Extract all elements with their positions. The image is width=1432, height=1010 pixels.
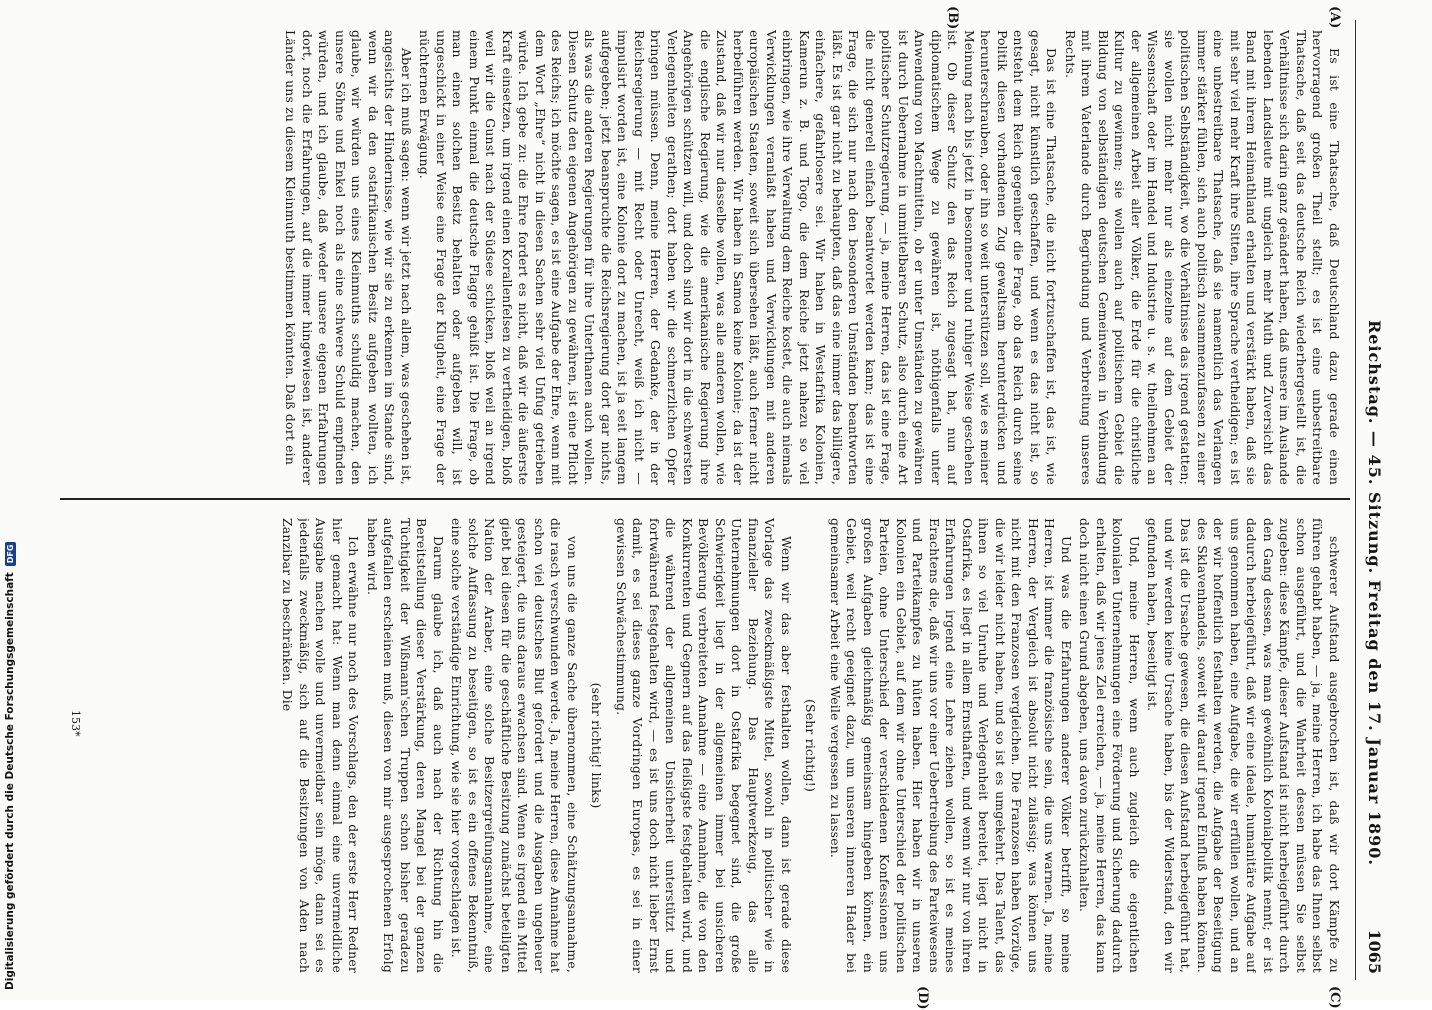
column-divider [60,498,1350,500]
header-rule [1355,20,1356,980]
marker-a: (A) [1327,6,1342,29]
dfg-logo-icon: DFG [5,542,16,567]
page-header [1350,20,1390,980]
interjection: (sehr richtig! links) [589,682,605,809]
header-right: Freitag den 17. Januar 1890. [1365,580,1384,866]
header-left: Reichstag. — 45. Sitzung. [1365,320,1384,575]
right-paragraph: Darum glaube ich, daß auch nach der Richtung hin die Bereitstellung dieser Verstärkung, deren Mangel bei der ganzen Tüchtigkeit der Wißmann'schen Truppen schon bisher geradezu aufgefallen erscheinen muß, diesen von mir ausgesprochenen Erfolg haben wird. [365,518,446,973]
left-paragraph: Das ist eine Thatsache, die nicht fortzuschaffen ist, das ist, wie gesagt, nicht künstlich geschaffen, und wenn es das nicht ist, so entsteht dem Reich gegenüber die Frage, ob das Reich durch seine Politik diesen vorhandenen Zug gewaltsam herunterdrücken und herunterschrauben, oder ihn so weit unterstützen soll, wie es meiner Meinung nach bis jetzt in besonnener und ruhiger Weise geschehen ist. Ob dieser Schutz den das Reich zugesagt hat, nun auf diplomatischem Wege zu gewähren ist, nöthigenfalls unter Anwendung von Machtmitteln, ob er unter Umständen zu gewähren ist durch Uebernahme in unmittelbaren Schutz, also durch eine Art politischer Schutzregierung, — ja, meine Herren, das ist eine Frage, die nicht generell einfach beantwortet werden kann; das ist eine Frage, die sich nur nach den besonderen Umständen beantworten läßt. Es ist gar nicht zu behaupten, daß das eine immer das billigere, einfachere, gefahrlosere sei. Wir haben in Westafrika Kolonien, Kamerun z. B. und Togo, die dem Reiche jetzt nahezu so viel einbringen, wie ihre Verwaltung dem Reiche kostet, die auch niemals Verwicklungen veranlaßt haben und Verwicklungen mit anderen europäischen Staaten, soweit sich übersehen läßt, auch ferner nicht herbeiführen werden. Wir haben in Samoa keine Kolonie; da ist der Zustand, daß wir nur dasselbe wollen, was alle anderen wollen, wie die englische Regierung, wie die amerikanische Regierung ihre Angehörigen schützen will, und doch sind wir dort in die schwersten Verlegenheiten gerathen; dort haben wir die schmerzlichen Opfer bringen müssen. Denn, meine Herren, der Gedanke, der in der Reichsregierung — mit Recht oder Unrecht, weiß ich nicht — impulsirt worden ist, eine Kolonie dort zu machen, ist ja seit langem aufgegeben; jetzt beanspruchte die Reichsregierung dort gar nichts, als was die anderen Regierungen für ihre Unterthanen auch wollen. Diesen Schutz den eigenen Angehörigen zu gewähren, ist eine Pflicht des Reichs; ich möchte sagen, es ist eine Aufgabe der Ehre, wenn mit dem Wort „Ehre“ nicht in diesen Sachen sehr viel Unfug getrieben würde. Ich gebe zu: die Ehre fordert es nicht, daß wir die äußerste Kraft einsetzen, um irgend einen Korallenfelsen zu vertheidigen, bloß weil wir die Gunst nach der Südsee schicken, bloß weil an irgend einem Punkt einmal die deutsche Flagge gehißt ist. Die Frage, ob man einen solchen Besitz behalten oder aufgeben will, ist ungeschickt in einer Weise eine Frage der Klugheit, eine Frage der nüchternen Erwägung. [417,30,1060,485]
interjection: (Sehr richtig!) [803,699,819,792]
left-paragraph: Aber ich muß sagen: wenn wir jetzt nach allem, was geschehen ist, angesichts der Hindernisse, wie wir sie zu erkennen im Stande sind, wenn wir da den ostafrikanischen Besitz aufgeben wollten, ich glaube, wir würden uns eines Kleinmuths schuldig machen, den unsere Söhne und Enkel noch als eine schwere Schuld empfinden würden, und ich glaube, daß weder unsere eigenen Erfahrungen dort, noch die Erfahrungen, auf die immer hingewiesen ist, anderer Länder uns zu diesem Kleinmuth bestimmen könnten. Daß dort ein [283,30,414,485]
right-paragraph: Und, meine Herren, wenn auch zugleich die eigentlichen kolonialen Unternehmungen eine Förderung und Sicherung dadurch erhalten, daß wir jenes Ziel erreichen, — ja, meine Herren, das kann doch nicht einen Grund abgeben, uns davon zurückzuhalten. [1077,518,1142,973]
right-paragraph: von uns die ganze Sache übernommen, eine Schätzungsannahme, die rasch verschwunden werde. Ja, meine Herren, diese Annahme hat schon viel deutsches Blut gefordert und die Ausgaben ungeheuer gesteigert, die uns daraus erwachsen sind. Wenn es irgend ein Mittel giebt bei diesen für die geschäftliche Besitzung zunächst beteiligten Nation der Araber, eine solche Besitzergreifungsannahme, eine solche Auffassung zu beseitigen, so ist es ein offenes Bekenntniß, eine solche verständige Einrichtung, wie sie hier vorgeschlagen ist. [449,518,580,973]
right-paragraph: Wenn wir das aber festhalten wollen, dann ist gerade diese Vorlage das zweckmäßigste Mittel, sowohl in politischer wie in finanzieller Beziehung. Das Hauptwerkzeug, das alle Unternehmungen dort in Ostafrika begegnet sind, die große Schwierigkeit liegt in der allgemeinen immer bei unsicheren Bevölkerung verbreiteten Annahme — eine Annahme, die von den Konkurrenten und Gegnern auf das fleißigste festgehalten wird, und die während der allgemeinen Unsicherheit unterstützt und fortwährend festgehalten wird, — es ist uns doch nicht lieber Ernst damit, es sei dieses ganze Vordringen Europas, es sei in einer gewissen Schwächestimmung. [614,518,794,973]
credit-text: Digitalisierung gefördert durch die Deutsche Forschungsgemeinschaft [4,572,16,990]
right-paragraph: Und was die Erfahrungen anderer Völker betrifft, so meine Herren, ist immer die französische sein, die uns warnen. Ja, meine Herren, der Vergleich ist absolut nicht zulässig; was können uns nicht mit den Franzosen vergleichen. Die Franzosen haben Vorzüge, die wir leider nicht haben, und so ist es umgekehrt. Das Talent, das ihnen so viel Unruhe und Verlegenheit bereitet, liegt nicht in Ostafrika, es liegt in allem Ernsthaften, und wenn wir nur von ihren Erfahrungen irgend eine Lehre ziehen wollen, so ist es meines Erachtens die, daß wir uns vor einer Uebertreibung des Parteiwesens und Parteikampfes zu hüten haben. Hier haben wir in unseren Kolonien ein Gebiet, auf dem wir ohne Unterschied der politischen Parteien, ohne Unterschied der verschiedenen Konfessionen uns großen Aufgaben gleichmäßig gemeinsam hingeben können, ein Gebiet, weil recht geeignet dazu, um unseren inneren Hader bei gemeinsamer Arbeit eine Weile vergessen zu lassen. [828,518,1074,973]
rotated-page-content [50,6,1390,1010]
right-column [62,518,1342,973]
digitization-credit [4,542,16,990]
signature-mark: 153* [69,710,82,737]
page-number: 1065 [1365,929,1384,974]
marker-b: (B) [945,6,960,30]
marker-d: (D) [915,986,930,1010]
left-column [62,30,1342,485]
right-paragraph: schwerer Aufstand ausgebrochen ist, daß wir dort Kämpfe zu führen gehabt haben, — ja, meine Herren, ich habe das Ihnen selbst schon ausgeführt, und die Wahrheit dessen müssen Sie selbst zugeben: diese Kämpfe, dieser Aufstand ist nicht herbeigeführt durch den Gang dessen, was man gewöhnlich Kolonialpolitik nennt; er ist dadurch herbeigeführt, daß wir eine ideale, humanitäre Aufgabe auf uns genommen haben, eine Aufgabe, die wir erfüllen wollen, und an der wir hoffentlich festhalten werden, die Aufgabe der Beseitigung des Sklavenhandels, soweit wir darauf irgend Einfluß haben können. Das ist die Ursache gewesen, die diesen Aufstand herbeigeführt hat, und wir werden keine Ursache haben, bis der Widerstand, den wir gefunden haben, beseitigt ist. [1145,518,1342,973]
left-paragraph: Es ist eine Thatsache, daß Deutschland dazu gerade einen hervorragend großen Theil stellt; es ist eine unbestreitbare Thatsache, daß seit das deutsche Reich wiederhergestellt ist, die Verhältnisse sich darin ganz geändert haben, daß unsere im Auslande lebenden Landsleute mit ungleich mehr Muth und Zuversicht das Band mit ihrem Heimathland erhalten und verstärkt haben, daß sie mit sehr viel mehr Kraft ihre Sitten, ihre Sprache vertheidigen; es ist eine unbestreitbare Thatsache, daß sie namentlich das Verlangen immer stärker fühlen, sich auch politisch zusammenzufassen zu einer politischen Selbständigkeit, wo die Verhältnisse das irgend gestatten; sie wollen nicht mehr nur als einzelne auf dem Gebiet der Wissenschaft oder im Handel und Industrie u. s. w. theilnehmen an der allgemeinen Arbeit aller Völker, die Erde für die christliche Kultur zu gewinnen; sie wollen auch auf politischem Gebiet die Bildung von selbständigen deutschen Gemeinwesen in Verbindung mit ihrem Vaterlande durch Begründung und Verbreitung unseres Rechts. [1063,30,1342,485]
right-paragraph: Ich erwähne nur noch des Vorschlags, den der erste Herr Redner hier gemacht hat: Wenn man denn einmal eine unvermeidliche Ausgabe machen wolle und unvermeidbar sein möge, dann sei es jedenfalls zweckmäßig, sich auf die Besitzungen von Aden nach Zanzibar zu beschränken. Die [280,518,362,973]
marker-c: (C) [1327,986,1342,1009]
